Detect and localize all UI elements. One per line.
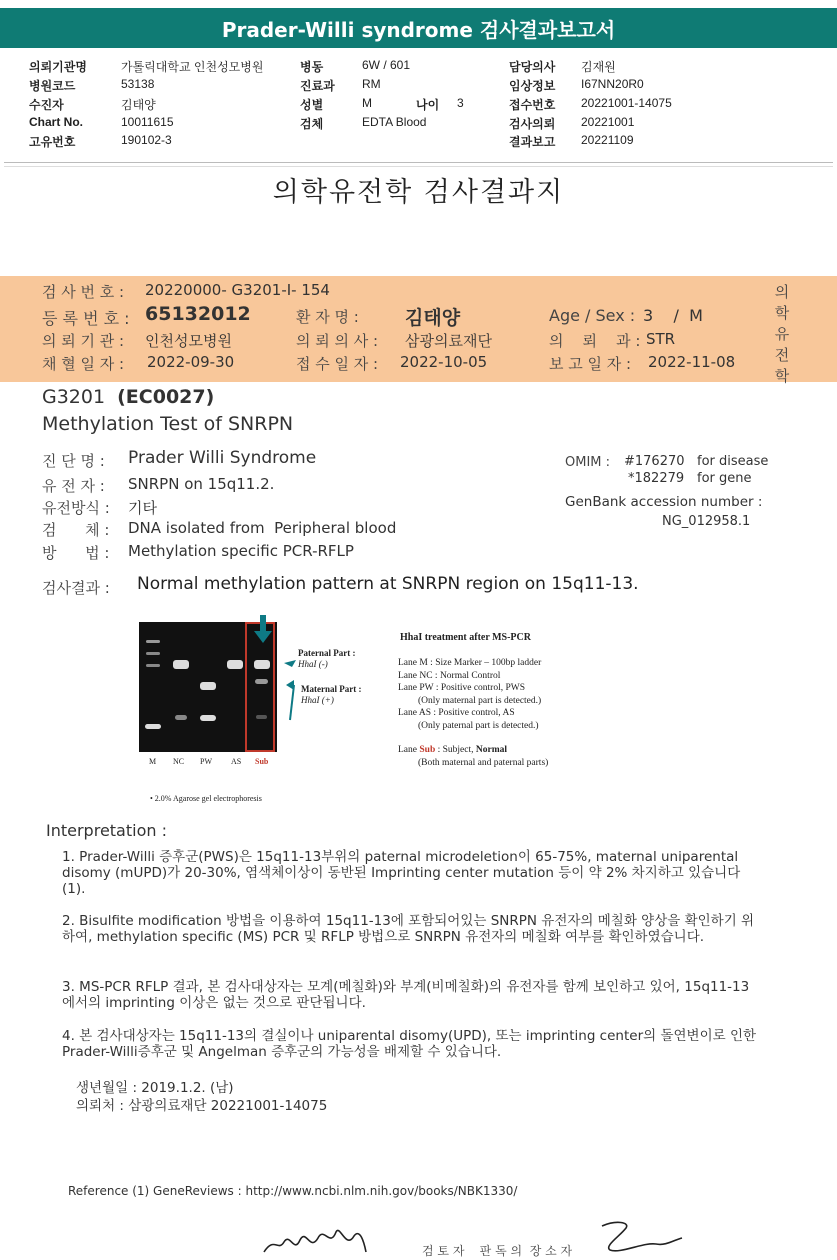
bracket-arrow-icon [280, 655, 300, 725]
blood-date-value: 2022-09-30 [147, 353, 235, 371]
specimen-type-value: DNA isolated from Peripheral blood [128, 519, 397, 537]
test-code-line [42, 386, 214, 408]
interpretation-item: 1. Prader-Willi 증후군(PWS)은 15q11-13부위의 paternal microdeletion이 65-75%, maternal uniparental disomy (mUPD)가 20-30%, 염색체이상이 동반된 Imprinting center mutation 등이 약 2% 차지하고 있습니다 (1). [62, 849, 741, 897]
test-no-value: 20220000- G3201-I- 154 [145, 281, 330, 299]
omim-disease-note: for disease [697, 454, 769, 469]
receipt-no-value: 20221001-14075 [581, 96, 672, 110]
paternal-label: Paternal Part : [298, 648, 356, 658]
side-vertical-text [772, 282, 792, 387]
interpretation-item: 4. 본 검사대상자는 15q11-13의 결실이나 uniparental disomy(UPD), 또는 imprinting center의 돌연변이로 인한 Prader-Willi증후군 및 Angelman 증후군의 가능성을 배제할 수 있습니다. [62, 1028, 757, 1060]
reference: Reference (1) GeneReviews : http://www.ncbi.nlm.nih.gov/books/NBK1330/ [68, 1184, 518, 1198]
inheritance-value: 기타 [128, 499, 157, 517]
side-char: 학 [774, 304, 790, 322]
legend-title: HhaI treatment after MS-PCR [400, 632, 531, 643]
age-label: 나이 [416, 98, 440, 112]
test-name: Methylation Test of SNRPN [42, 413, 294, 435]
gel-band [146, 640, 160, 643]
gel-band [173, 660, 189, 669]
test-code-secondary: (EC0027) [117, 386, 215, 408]
issue-date-value: 2022-11-08 [648, 353, 736, 371]
diagnosis-value: Prader Willi Syndrome [128, 448, 317, 468]
down-arrow-icon [252, 615, 274, 645]
request-date-value: 20221001 [581, 115, 635, 129]
diagnosis-label: 진 단 명 : [42, 452, 105, 470]
gene-value: SNRPN on 15q11.2. [128, 475, 275, 493]
omim-gene-note: for gene [697, 471, 752, 486]
referring-doctor-label: 의 뢰 의 사 : [296, 332, 379, 350]
ward-label: 병동 [300, 60, 324, 74]
interpretation-item: 3. MS-PCR RFLP 결과, 본 검사대상자는 모계(메칠화)와 부계(비메칠화)의 유전자를 함께 보인하고 있어, 15q11-13에서의 imprinting 이상은 없는 것으로 판단됩니다. [62, 979, 750, 1011]
legend-sub-bold: Normal [475, 745, 508, 755]
maternal-part-label [301, 684, 361, 706]
gene-label: 유 전 자 : [42, 477, 105, 495]
legend-line: Lane M : Size Marker – 100bp ladder [398, 658, 542, 668]
paternal-sub: HhaI (-) [298, 659, 328, 669]
side-char: 의 [774, 283, 790, 301]
header-divider [4, 162, 833, 163]
gel-band [200, 682, 216, 690]
inheritance-label: 유전방식 : [42, 499, 110, 517]
legend-sub-text: : Subject, [437, 745, 474, 755]
genbank-label: GenBank accession number : [565, 494, 763, 510]
patient-info-band [0, 276, 837, 382]
gel-band [146, 664, 160, 667]
lane-label: M [149, 757, 157, 766]
legend-line-subject [398, 744, 548, 757]
legend-line: (Only paternal part is detected.) [418, 720, 539, 731]
legend-line: Lane AS : Positive control, AS [398, 708, 515, 718]
referrer: 의뢰처 : 삼광의료재단 20221001-14075 [76, 1098, 328, 1114]
gel-band [200, 715, 216, 721]
birth-date: 생년월일 : 2019.1.2. (남) [76, 1080, 234, 1096]
header-divider-2 [4, 166, 833, 167]
specimen-label: 검체 [300, 117, 324, 131]
age-sex-value: 3 / M [643, 306, 703, 325]
legend-sub-lane: Sub [419, 745, 436, 755]
signature-left [260, 1212, 370, 1260]
omim-disease-id: #176270 [624, 454, 685, 469]
reg-no-value: 65132012 [145, 303, 251, 325]
hospital-code-label: 병원코드 [29, 79, 76, 93]
org-label: 의 뢰 기 관 : [42, 332, 125, 350]
blood-date-label: 채 혈 일 자 : [42, 355, 125, 373]
result-label: 검사결과 : [42, 579, 110, 597]
clinical-info-value: I67NN20R0 [581, 77, 644, 91]
gel-band [227, 660, 243, 669]
legend-line: (Only maternal part is detected.) [418, 695, 542, 706]
department-value: RM [362, 77, 381, 91]
sex-value: M [362, 96, 372, 110]
genbank-value: NG_012958.1 [662, 514, 751, 529]
legend-line: (Both maternal and paternal parts) [418, 757, 549, 768]
gel-lane-labels [139, 757, 277, 769]
reg-no-label: 등 록 번 호 : [42, 309, 130, 328]
header-info [0, 52, 837, 152]
org-value: 인천성모병원 [145, 332, 232, 350]
doctor-label: 담당의사 [509, 60, 556, 74]
interpretation-title: Interpretation : [46, 821, 167, 840]
patient-value: 김태양 [121, 98, 156, 112]
gel-band [175, 715, 187, 720]
report-title: Prader-Willi syndrome 검사결과보고서 [221, 17, 616, 42]
maternal-sub: HhaI (+) [301, 695, 334, 705]
receipt-date-value: 2022-10-05 [400, 353, 488, 371]
lane-label-sub: Sub [255, 757, 269, 766]
hospital-name-value: 가톨릭대학교 인천성모병원 [121, 60, 264, 74]
signature-right [596, 1216, 686, 1260]
hospital-name-label: 의뢰기관명 [29, 60, 87, 74]
patient-name-label: 환 자 명 : [296, 308, 359, 326]
chart-no-label: Chart No. [29, 115, 83, 129]
doctor-value: 김재원 [581, 60, 616, 74]
side-char: 전 [774, 346, 790, 364]
clinical-info-label: 임상정보 [509, 79, 556, 93]
unique-no-value: 190102-3 [121, 133, 172, 147]
test-code: G3201 [42, 386, 106, 408]
main-title: 의학유전학 검사결과지 [272, 177, 565, 208]
test-no-label: 검 사 번 호 : [42, 283, 125, 301]
receipt-no-label: 접수번호 [509, 98, 556, 112]
legend-list [398, 657, 548, 769]
legend-line: Lane PW : Positive control, PWS [398, 683, 526, 693]
lane-label: NC [173, 757, 185, 766]
legend-sub-prefix: Lane [398, 745, 417, 755]
age-sex-label: Age / Sex : [549, 306, 636, 325]
department-label: 진료과 [300, 79, 335, 93]
dept-value: STR [646, 330, 676, 348]
receipt-date-label: 접 수 일 자 : [296, 355, 379, 373]
method-value: Methylation specific PCR-RFLP [128, 542, 354, 560]
unique-no-label: 고유번호 [29, 135, 76, 149]
specimen-type-label: 검 체 : [42, 521, 110, 539]
referring-doctor-value: 삼광의료재단 [405, 332, 492, 350]
lane-label: AS [231, 757, 242, 766]
ward-value: 6W / 601 [362, 58, 411, 72]
lane-label: PW [200, 757, 212, 766]
method-label: 방 법 : [42, 544, 110, 562]
paternal-part-label [298, 648, 355, 670]
legend-line: Lane NC : Normal Control [398, 670, 501, 681]
maternal-label: Maternal Part : [301, 684, 362, 694]
age-value: 3 [457, 96, 464, 110]
report-date-value: 20221109 [581, 133, 634, 147]
patient-label: 수진자 [29, 98, 64, 112]
issue-date-label: 보 고 일 자 : [549, 355, 632, 373]
specimen-value: EDTA Blood [362, 115, 427, 129]
gel-band [145, 724, 161, 729]
side-char: 유 [774, 325, 790, 343]
gel-caption: • 2.0% Agarose gel electrophoresis [150, 794, 262, 803]
side-char: 학 [774, 367, 790, 385]
result-value: Normal methylation pattern at SNRPN region on 15q11-13. [137, 574, 639, 594]
omim-gene-id: *182279 [628, 471, 685, 486]
patient-name-value: 김태양 [405, 307, 461, 329]
footer-signers: 검 토 자 판 독 의 장 소 자 [422, 1244, 573, 1258]
request-date-label: 검사의뢰 [509, 117, 556, 131]
omim-label: OMIM : [565, 455, 611, 470]
hospital-code-value: 53138 [121, 77, 155, 91]
interpretation-item: 2. Bisulfite modification 방법을 이용하여 15q11-13에 포함되어있는 SNRPN 유전자의 메칠화 양상을 확인하기 위하여, methylation specific (MS) PCR 및 RFLP 방법으로 SNRPN 유전자의 메칠화 여부를 확인하였습니다. [62, 913, 755, 945]
chart-no-value: 10011615 [121, 115, 174, 129]
report-date-label: 결과보고 [509, 135, 556, 149]
report-title-bar [0, 8, 837, 48]
sex-label: 성별 [300, 98, 324, 112]
gel-band [146, 652, 160, 655]
dept-label: 의 뢰 과 : [549, 332, 641, 350]
